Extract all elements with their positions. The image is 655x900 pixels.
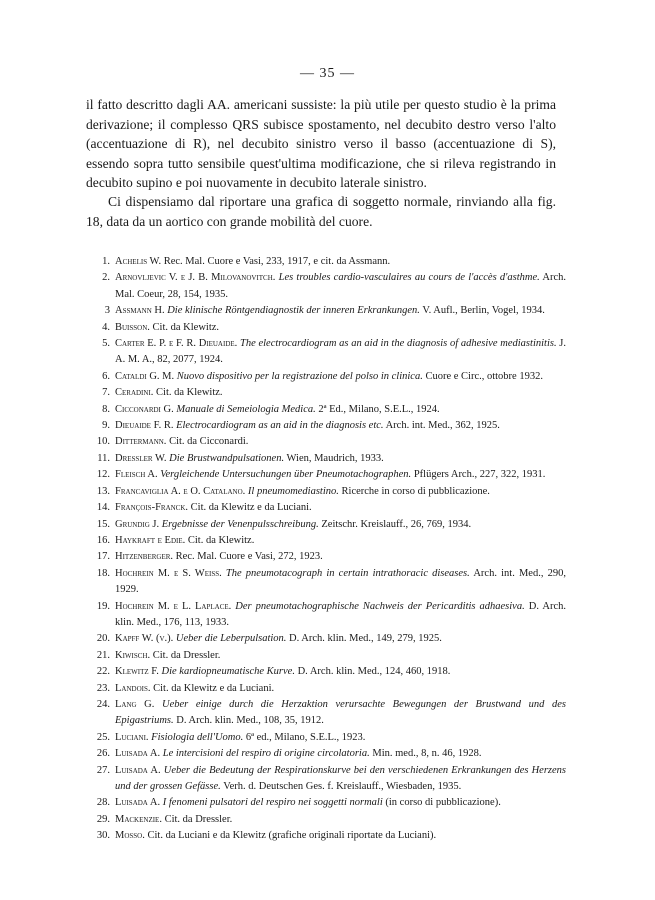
reference-title: Les troubles cardio-vasculaires au cours de l'accès d'asthme. xyxy=(278,272,540,284)
reference-source: V. Aufl., Berlin, Vogel, 1934. xyxy=(422,305,545,317)
reference-source: Cit. da Klewitz. xyxy=(187,534,255,546)
reference-author: Luisada A. xyxy=(115,748,161,760)
reference-source: 2ª Ed., Milano, S.E.L., 1924. xyxy=(318,403,440,415)
reference-text xyxy=(115,385,566,401)
reference-author: Hochrein M. e S. Weiss. xyxy=(115,567,222,579)
reference-item xyxy=(86,385,566,401)
reference-item xyxy=(86,369,566,385)
reference-item xyxy=(86,681,566,697)
reference-author: Ceradini. xyxy=(115,387,154,399)
reference-number: 7. xyxy=(102,387,110,399)
reference-number: 14. xyxy=(96,502,110,514)
reference-title: Ueber die Bedeutung der Respirationskurve bei den verschiedenen Erkrankungen des Herzens und der grossen Gefässe. xyxy=(115,764,566,792)
reference-item xyxy=(86,631,566,647)
reference-item xyxy=(86,434,566,450)
reference-author: Arnovljevic V. e J. B. Milovanovitch. xyxy=(115,272,276,284)
reference-title: Le intercisioni del respiro di origine circolatoria. xyxy=(162,748,370,760)
reference-number: 19. xyxy=(96,600,110,612)
reference-text xyxy=(115,763,566,796)
reference-title: Die kardiopneumatische Kurve. xyxy=(161,666,295,678)
reference-text xyxy=(115,697,566,730)
reference-title: Nuovo dispositivo per la registrazione del polso in clinica. xyxy=(176,370,423,382)
reference-text xyxy=(115,336,566,369)
reference-item xyxy=(86,795,566,811)
reference-text xyxy=(115,500,566,516)
reference-text xyxy=(115,795,566,811)
reference-item xyxy=(86,730,566,746)
reference-title: Die Brustwandpulsationen. xyxy=(169,452,285,464)
reference-item xyxy=(86,484,566,500)
reference-number: 30. xyxy=(96,830,110,842)
reference-text xyxy=(115,270,566,303)
reference-number: 22. xyxy=(96,666,110,678)
reference-number: 10. xyxy=(96,436,110,448)
reference-number: 15. xyxy=(96,518,110,530)
reference-author: Fleisch A. xyxy=(115,469,158,481)
reference-text xyxy=(115,828,566,844)
reference-author: Kapff W. (v.). xyxy=(115,633,174,645)
reference-item xyxy=(86,451,566,467)
reference-source: Rec. Mal. Cuore e Vasi, 233, 1917, e cit. da Assmann. xyxy=(163,256,391,267)
reference-number: 9. xyxy=(102,420,110,432)
reference-number: 29. xyxy=(96,813,110,825)
reference-number: 3 xyxy=(104,305,110,317)
reference-number: 13. xyxy=(96,485,110,497)
reference-number: 11. xyxy=(97,452,110,464)
reference-number: 1. xyxy=(102,256,110,267)
reference-text xyxy=(115,599,566,632)
reference-source: Cit. da Klewitz. xyxy=(156,387,223,399)
reference-text xyxy=(115,812,566,828)
reference-number: 17. xyxy=(96,551,110,563)
reference-item xyxy=(86,697,566,730)
reference-author: Luisada A. xyxy=(115,764,161,776)
body-paragraph: Ci dispensiamo dal riportare una grafica di soggetto normale, rinviando alla fig. 18, data da un aortico con grande mobilità del cuore. xyxy=(86,194,556,229)
reference-text xyxy=(115,467,566,483)
reference-text xyxy=(115,746,566,762)
reference-author: Hochrein M. e L. Laplace. xyxy=(115,600,232,612)
reference-list xyxy=(86,254,566,845)
reference-author: Grundig J. xyxy=(115,518,160,530)
reference-author: Hitzenberger. xyxy=(115,551,174,563)
reference-text xyxy=(115,418,566,434)
reference-number: 16. xyxy=(96,534,110,546)
reference-author: Luisada A. xyxy=(115,797,161,809)
body-paragraph: il fatto descritto dagli AA. americani sussiste: la più utile per questo studio è la prima derivazione; il complesso QRS subisce spostamento, nel decubito destro verso l'alto (accentuazione di R), nel decubito sinistro verso il basso (accentuazione di S), essendo sopra tutto sensibile quest'ultima modificazione, che si rileva registrando in decubito supino e poi nuovamente in decubito laterale sinistro. xyxy=(86,97,556,191)
reference-item xyxy=(86,320,566,336)
reference-title: Die klinische Röntgendiagnostik der inneren Erkrankungen. xyxy=(167,305,420,317)
reference-author: Francaviglia A. e O. Catalano. xyxy=(115,485,246,497)
reference-title: Fisiologia dell'Uomo. xyxy=(151,731,244,743)
reference-number: 26. xyxy=(96,748,110,760)
reference-source: Ricerche in corso di pubblicazione. xyxy=(341,485,490,497)
reference-source: Cit. da Cicconardi. xyxy=(169,436,249,448)
reference-text xyxy=(115,631,566,647)
reference-text xyxy=(115,664,566,680)
reference-author: François-Franck. xyxy=(115,502,189,514)
reference-number: 2. xyxy=(102,272,110,284)
reference-author: Dieuaide F. R. xyxy=(115,420,174,432)
reference-title: Manuale di Semeiologia Medica. xyxy=(176,403,316,415)
reference-source: Pflügers Arch., 227, 322, 1931. xyxy=(413,469,546,481)
reference-source: D. Arch. klin. Med., 149, 279, 1925. xyxy=(289,633,442,645)
reference-source: Cit. da Klewitz e da Luciani. xyxy=(190,502,312,514)
reference-source: Cit. da Dressler. xyxy=(164,813,233,825)
reference-source: Arch. Mal. Coeur, 28, 154, 1935. xyxy=(115,272,567,300)
reference-number: 8. xyxy=(102,403,110,415)
reference-title: Ueber einige durch die Herzaktion verursachte Bewegungen der Brustwand und des Epigastriums. xyxy=(115,698,566,727)
reference-text xyxy=(115,648,566,664)
reference-number: 5. xyxy=(102,338,110,350)
reference-text xyxy=(115,254,566,270)
reference-number: 4. xyxy=(102,321,110,333)
reference-title: The pneumotacograph in certain intrathoracic diseases. xyxy=(225,567,470,579)
reference-item xyxy=(86,418,566,434)
reference-item xyxy=(86,828,566,844)
reference-source: Cit. da Klewitz e da Luciani. xyxy=(153,682,275,694)
reference-author: Mosso. xyxy=(115,830,145,842)
reference-item xyxy=(86,664,566,680)
reference-author: Buisson. xyxy=(115,321,150,333)
reference-source: Cit. da Klewitz. xyxy=(152,321,220,333)
reference-source: Cuore e Circ., ottobre 1932. xyxy=(425,370,543,382)
reference-source: D. Arch. klin. Med., 124, 460, 1918. xyxy=(297,666,451,678)
reference-source: Wien, Maudrich, 1933. xyxy=(286,452,384,464)
reference-source: 6ª ed., Milano, S.E.L., 1923. xyxy=(245,731,366,743)
reference-author: Haykraft e Edie. xyxy=(115,534,186,546)
reference-text xyxy=(115,484,566,500)
reference-title: Der pneumotachographische Nachweis der Pericarditis adhaesiva. xyxy=(235,600,525,612)
reference-text xyxy=(115,434,566,450)
reference-source: Arch. int. Med., 362, 1925. xyxy=(385,420,500,432)
reference-number: 6. xyxy=(102,370,110,382)
reference-source: D. Arch. klin. Med., 176, 113, 1933. xyxy=(115,600,566,628)
reference-item xyxy=(86,517,566,533)
reference-text xyxy=(115,303,566,319)
reference-source: Verh. d. Deutschen Ges. f. Kreislauff., Wiesbaden, 1935. xyxy=(223,781,462,792)
reference-title: The electrocardiogram as an aid in the diagnosis of adhesive mediastinitis. xyxy=(240,338,557,350)
reference-item xyxy=(86,500,566,516)
reference-source: Arch. int. Med., 290, 1929. xyxy=(115,567,566,596)
reference-title: Vergleichende Untersuchungen über Pneumotachographen. xyxy=(160,469,412,481)
reference-author: Klewitz F. xyxy=(115,666,159,678)
reference-item xyxy=(86,533,566,549)
reference-number: 23. xyxy=(96,682,110,694)
reference-number: 21. xyxy=(96,649,110,661)
reference-source: Rec. Mal. Cuore e Vasi, 272, 1923. xyxy=(175,551,323,563)
reference-author: Carter E. P. e F. R. Dieuaide. xyxy=(115,338,238,350)
reference-author: Assmann H. xyxy=(115,305,165,317)
reference-source: D. Arch. klin. Med., 108, 35, 1912. xyxy=(176,715,324,727)
reference-author: Landois. xyxy=(115,682,151,694)
reference-text xyxy=(115,566,566,599)
reference-item xyxy=(86,746,566,762)
reference-title: Ueber die Leberpulsation. xyxy=(175,633,287,645)
reference-source: (in corso di pubblicazione). xyxy=(385,797,501,809)
reference-item xyxy=(86,336,566,369)
reference-item xyxy=(86,549,566,565)
reference-author: Lang G. xyxy=(115,698,155,710)
reference-number: 12. xyxy=(96,469,110,481)
reference-source: Cit. da Dressler. xyxy=(152,649,221,661)
reference-title: Electrocardiogram as an aid in the diagnosis etc. xyxy=(176,420,384,432)
reference-number: 25. xyxy=(96,731,110,743)
reference-text xyxy=(115,681,566,697)
reference-author: Cicconardi G. xyxy=(115,403,174,415)
reference-text xyxy=(115,369,566,385)
reference-title: Il pneumomediastino. xyxy=(247,485,339,497)
reference-author: Cataldi G. M. xyxy=(115,370,175,382)
reference-number: 27. xyxy=(96,764,110,776)
reference-number: 20. xyxy=(96,633,110,645)
reference-number: 24. xyxy=(96,698,110,710)
reference-author: Luciani. xyxy=(115,731,149,743)
reference-item xyxy=(86,763,566,796)
reference-item xyxy=(86,599,566,632)
reference-title: Ergebnisse der Venenpulsschreibung. xyxy=(161,518,319,530)
reference-source: Zeitschr. Kreislauff., 26, 769, 1934. xyxy=(321,518,472,530)
reference-text xyxy=(115,730,566,746)
reference-number: 28. xyxy=(96,797,110,809)
reference-text xyxy=(115,549,566,565)
reference-number: 18. xyxy=(96,567,110,579)
reference-source: Min. med., 8, n. 46, 1928. xyxy=(372,748,482,760)
reference-text xyxy=(115,451,566,467)
reference-text xyxy=(115,533,566,549)
reference-author: Kiwisch. xyxy=(115,649,151,661)
reference-text xyxy=(115,320,566,336)
reference-item xyxy=(86,402,566,418)
reference-item xyxy=(86,303,566,319)
reference-item xyxy=(86,566,566,599)
reference-title: I fenomeni pulsatori del respiro nei soggetti normali xyxy=(162,797,383,809)
reference-author: Achelis W. xyxy=(115,256,162,267)
reference-item xyxy=(86,254,566,270)
reference-item xyxy=(86,648,566,664)
reference-author: Dressler W. xyxy=(115,452,167,464)
page-number: — 35 — xyxy=(300,66,355,81)
reference-item xyxy=(86,270,566,303)
reference-author: Mackenzie. xyxy=(115,813,162,825)
reference-text xyxy=(115,402,566,418)
reference-text xyxy=(115,517,566,533)
reference-item xyxy=(86,467,566,483)
reference-source: J. A. M. A., 82, 2077, 1924. xyxy=(115,338,567,366)
reference-author: Dittermann. xyxy=(115,436,167,448)
reference-source: Cit. da Luciani e da Klewitz (grafiche originali riportate da Luciani). xyxy=(147,830,437,842)
reference-item xyxy=(86,812,566,828)
